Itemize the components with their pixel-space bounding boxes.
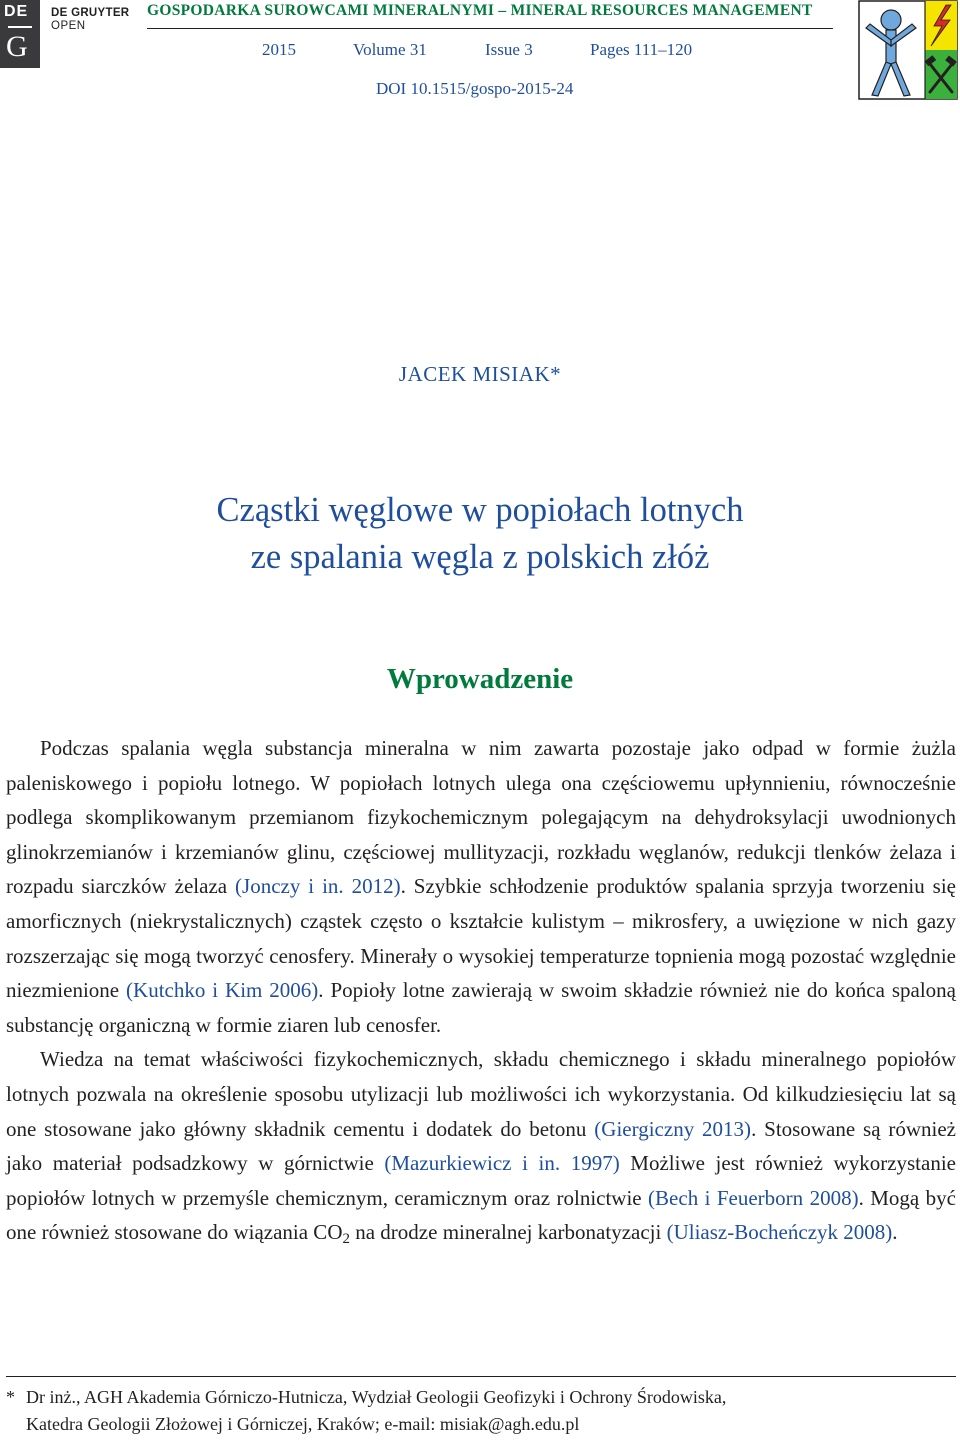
issue-year: 2015 <box>262 40 296 59</box>
issue-number: Issue 3 <box>485 40 533 59</box>
article-title <box>0 487 960 581</box>
paragraph-1 <box>6 731 956 1042</box>
footnote-line-2: Katedra Geologii Złożowej i Górniczej, Kraków; e-mail: misiak@agh.edu.pl <box>26 1414 580 1434</box>
journal-title-rule <box>147 28 833 29</box>
publisher-open-label: OPEN <box>51 20 86 32</box>
paragraph-text: Podczas spalania węgla substancja mineralna w nim zawarta pozostaje jako odpad w formie żużla paleniskowego i popiołu lotnego. W popiołach lotnych ulega ona częściowemu upłynnieniu, równocześnie podlega skomplikowanym przemianom fizykochemicznym polegającym na dehydroksylacji uwodnionych glinokrzemianów i krzemianów glinu, częściowej mullityzacji, rozkładu węglanów, redukcji tlenków żelaza i rozpadu siarczków żelaza <box>6 736 956 899</box>
section-heading: Wprowadzenie <box>386 663 574 695</box>
paragraph-text: . Mogą być one również stosowane do wiązania CO <box>6 1185 956 1245</box>
journal-emblem-icon <box>858 0 958 100</box>
footnote-marker: * <box>6 1387 15 1407</box>
paragraph-text: . Szybkie schłodzenie produktów spalania sprzyja tworzeniu się amorficznych (niekrystalicznych) cząstek często o kształcie kulistym – mikrosfery, a uwięzione w nich gazy rozszerzając się mogą tworzyć cenosfery. Minerały o wysokiej temperaturze topnienia mogą pozostać względnie niezmienione <box>6 874 956 1003</box>
subscript-2: 2 <box>342 1231 350 1248</box>
citation-link[interactable]: (Giergiczny 2013) <box>594 1116 752 1141</box>
citation-link[interactable]: (Uliasz-Bocheńczyk 2008) <box>666 1220 893 1245</box>
paragraph-text: Możliwe jest również wykorzystanie popiołów lotnych w przemyśle chemicznym, ceramicznym oraz rolnictwie <box>6 1151 956 1210</box>
article-title-line-2: ze spalania węgla z polskich złóż <box>250 538 710 576</box>
publisher-logo <box>0 0 40 68</box>
paragraph-text: . Popioły lotne zawierają w swoim składzie również nie do końca spaloną substancję organiczną w formie ziaren lub cenosfer. <box>6 978 957 1037</box>
journal-title: GOSPODARKA SUROWCAMI MINERALNYMI – MINERAL RESOURCES MANAGEMENT <box>147 2 813 19</box>
citation-link[interactable]: (Kutchko i Kim 2006) <box>126 978 319 1003</box>
article-doi: DOI 10.1515/gospo-2015-24 <box>376 79 574 98</box>
publisher-logo-bar <box>8 26 32 28</box>
citation-link[interactable]: (Jonczy i in. 2012) <box>235 874 401 899</box>
issue-pages: Pages 111–120 <box>590 40 693 59</box>
author-name: JACEK MISIAK* <box>398 362 562 386</box>
footnote-rule <box>6 1376 956 1377</box>
paragraph-text: . Stosowane są również jako materiał podsadzkowy w górnictwie <box>6 1116 957 1176</box>
issue-volume: Volume 31 <box>353 40 427 59</box>
article-body <box>6 731 956 1250</box>
citation-link[interactable]: (Mazurkiewicz i in. 1997) <box>384 1151 620 1176</box>
paragraph-2 <box>6 1042 956 1250</box>
author-footnote <box>6 1384 956 1438</box>
paragraph-text: Wiedza na temat właściwości fizykochemicznych, składu chemicznego i składu mineralnego popiołów lotnych pozwala na określenie sposobu utylizacji lub możliwości ich wykorzystania. Od kilkudziesięciu lat są one stosowane jako główny składnik cementu i dodatek do betonu <box>6 1047 956 1141</box>
publisher-logo-g: G <box>6 30 28 63</box>
publisher-logo-de: DE <box>4 3 29 20</box>
paragraph-text: . <box>892 1220 898 1245</box>
citation-link[interactable]: (Bech i Feuerborn 2008) <box>648 1185 859 1210</box>
footnote-line-1: Dr inż., AGH Akademia Górniczo-Hutnicza, Wydział Geologii Geofizyki i Ochrony Środowiska, <box>26 1387 727 1407</box>
publisher-name: DE GRUYTER <box>51 7 130 19</box>
paragraph-text: na drodze mineralnej karbonatyzacji <box>349 1220 667 1245</box>
article-title-line-1: Cząstki węglowe w popiołach lotnych <box>216 491 744 529</box>
